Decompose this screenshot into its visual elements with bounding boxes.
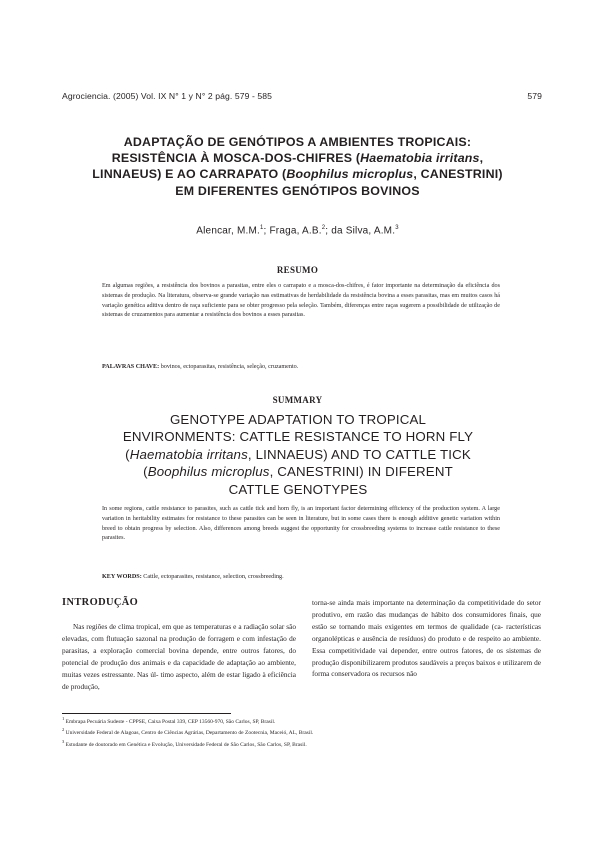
summary-text-line: In some regions, cattle resistance to parasites, such as cattle tick and horn fly, is an important factor determining [102, 506, 388, 512]
intro-text-line: mudanças de hábito dos consumidores finais, que estão [312, 609, 542, 631]
intro-text-line: do potencial de produção dos animais e da capacidade de [62, 645, 296, 667]
footnote-text: Universidade Federal de Alagoas, Centro de Ciências Agrárias, Departamento de Zootecnia, Maceió, AL, Brasil. [64, 730, 314, 737]
intro-text-line: vai depender, entre outros fatores, de os sistemas de [378, 645, 541, 655]
resumo-abstract [102, 282, 500, 321]
intro-text-line: adaptação ao ambiente, muitas vezes estressante. Nas úl- [62, 657, 297, 679]
summary-text-line: increase cattle resistance to these parasites. [102, 525, 500, 542]
intro-text-line: competitividade do setor produtivo, em razão das [312, 598, 541, 619]
running-header [62, 91, 542, 101]
intro-text-line: exploração comercial bovina depende, entre outros fatores, [100, 645, 285, 655]
title-pt-line: LINNAEUS) E AO CARRAPATO (Boophilus microplus, CANESTRINI) [92, 167, 503, 182]
title-en-line: CATTLE GENOTYPES [228, 481, 368, 497]
summary-text-line: progress by selection. Also, differences among breeds suggest the opportunity for crossbreeding systems to [142, 525, 414, 532]
title-en-line: GENOTYPE ADAPTATION TO TROPICAL [169, 412, 427, 427]
footnotes [62, 715, 542, 749]
introducao-heading: INTRODUÇÃO [62, 597, 139, 608]
resumo-heading: RESUMO [276, 265, 319, 275]
footnote-item [62, 726, 542, 737]
summary-abstract [102, 505, 500, 544]
title-en-line: ENVIRONMENTS: CATTLE RESISTANCE TO HORN FLY [122, 429, 474, 445]
footnote-item [62, 738, 542, 749]
title-pt-line: EM DIFERENTES GENÓTIPOS BOVINOS [175, 183, 420, 198]
footnote-mark: 1 [62, 716, 65, 721]
page-number: 579 [527, 91, 542, 101]
resumo-text-line: sugerem a possibilidade de utilização de sistemas de cruzamentos para aumentar a resistência dos bovinos a [102, 302, 500, 319]
intro-text-line: Nas regiões de clima tropical, em que as temperaturas e [73, 622, 237, 631]
resumo-text-line: Em algumas regiões, a resistência dos bovinos a parasitas, entre eles o carrapato e a mosca-dos-chifres, é fator [102, 283, 384, 289]
journal-citation: Agrociencia. (2005) Vol. IX N° 1 y N° 2 pág. 579 - 585 [62, 91, 273, 101]
intro-text-line: se tornando mais exigentes em termos de qualidade (ca- [330, 621, 504, 631]
title-pt-line: RESISTÊNCIA À MOSCA-DOS-CHIFRES (Haematobia irritans, [111, 151, 484, 166]
intro-text-line: racterísticas organolépticas e ausência de resíduos) do [312, 621, 541, 643]
key-words: KEY WORDS: Cattle, ectoparasites, resistance, selection, crossbreeding. [102, 574, 284, 580]
intro-text-line: timo aspecto, além de estar ligado à eficiência de produção, [62, 669, 297, 691]
intro-text-line: baixos e utilizarem de forma conservadora os recursos não [312, 657, 541, 679]
footnote-mark: 2 [62, 727, 65, 733]
footnote-item [62, 715, 542, 726]
footnote-text: Embrapa Pecuária Sudeste - CPPSE, Caixa Postal 339, CEP 13560-970, São Carlos, SP, Brasil. [64, 718, 276, 725]
resumo-text-line: esses parasitas. [267, 312, 305, 319]
english-title [70, 411, 526, 498]
intro-right-column [312, 597, 541, 680]
summary-text-line: can be seen in literature, but in some cases there is enough additive genetic variation within breed to obtain [102, 515, 500, 532]
footnote-text: Estudante de doutorado em Genética e Evolução, Universidade Federal de São Carlos, São Carlos, SP, Brasil. [64, 741, 307, 748]
intro-text-line: produção disponibilizarem produtos saudáveis a preços [312, 657, 475, 667]
footnote-mark: 3 [62, 738, 65, 744]
resumo-text-line: importante na determinação da eficiência dos sistemas de produção. Na literatura, observa-se grande variação [102, 283, 500, 299]
title-pt-line: ADAPTAÇÃO DE GENÓTIPOS A AMBIENTES TROPICAIS: [123, 135, 472, 149]
intro-text-line: produto e de respeito ao ambiente. Essa competitividade [312, 633, 541, 655]
intro-text-line: a radiação solar são elevadas, com flutuação sazonal na [62, 622, 296, 643]
intro-text-line: produção de forragem e com infestação de parasitas, a [62, 633, 296, 655]
title-en-line: (Boophilus microplus, CANESTRINI) IN DIFERENT [143, 464, 453, 480]
author-list: Alencar, M.M.$^1$; Fraga, A.B.$^2$; da Silva, A.M.$^3$ [196, 225, 399, 237]
intro-left-column [62, 621, 296, 692]
footnote-rule [62, 713, 231, 714]
portuguese-title [40, 134, 555, 199]
intro-text-line: torna-se ainda mais importante na determinação da [312, 598, 465, 607]
summary-heading: SUMMARY [272, 395, 323, 405]
resumo-text-line: nas estimativas de herdabilidade da resistência bovina a esses parasitas, mas em muitos casos há variação [102, 292, 500, 309]
summary-text-line: efficiency of the production system. A large variation in heritability estimates for resistance to these parasites [102, 506, 500, 522]
title-en-line: (Haematobia irritans, LINNAEUS) AND TO CATTLE TICK [125, 446, 471, 462]
resumo-text-line: genética aditiva dentro de raça suficiente para se obter progresso pela seleção. Também, diferenças entre raças [124, 302, 399, 309]
palavras-chave: PALAVRAS CHAVE: bovinos, ectoparasitas, resistência, seleção, cruzamento. [102, 364, 299, 370]
